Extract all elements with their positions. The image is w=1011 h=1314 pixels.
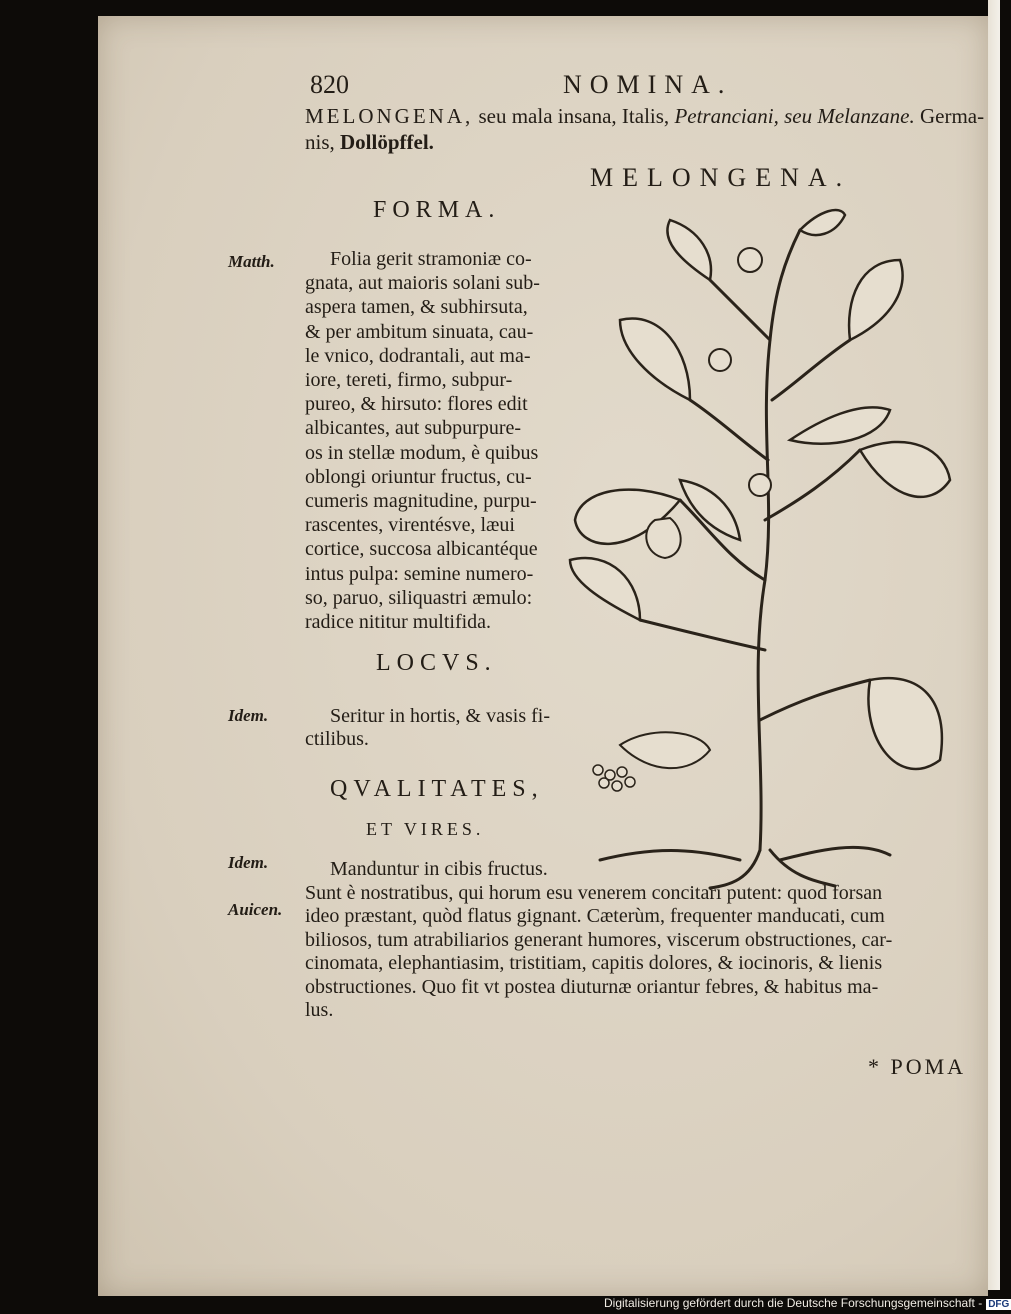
forma-line: albicantes, aut subpurpure- bbox=[305, 417, 522, 440]
forma-line: & per ambitum sinuata, cau- bbox=[305, 320, 534, 343]
qualitates-line: ideo præstant, quòd flatus gignant. Cæterùm, frequenter manducati, cum bbox=[305, 905, 885, 927]
margin-note-matth: Matth. bbox=[228, 252, 275, 271]
forma-line: aspera tamen, & subhirsuta, bbox=[305, 296, 528, 319]
qualitates-line: biliosos, tum atrabiliarios generant humores, viscerum obstructiones, car- bbox=[305, 928, 893, 951]
forma-line: gnata, aut maioris solani sub- bbox=[305, 272, 540, 295]
names-germanis: Germa- bbox=[914, 104, 985, 128]
qualitates-subheading: ET VIRES. bbox=[366, 819, 485, 839]
forma-line: cortice, succosa albicantéque bbox=[305, 538, 538, 561]
locus-line: Seritur in hortis, & vasis fi- bbox=[330, 705, 550, 727]
figure-title: MELONGENA. bbox=[590, 163, 852, 192]
qualitates-line: Manduntur in cibis fructus. bbox=[330, 858, 548, 880]
digitization-credit bbox=[604, 1296, 1011, 1310]
names-italis: seu mala insana, Italis, bbox=[473, 104, 675, 128]
names-line-2 bbox=[305, 130, 434, 155]
names-german: Dollöpffel. bbox=[340, 130, 434, 154]
margin-note-idem-2: Idem. bbox=[228, 853, 269, 872]
forma-line: iore, tereti, firmo, subpur- bbox=[305, 369, 513, 391]
qualitates-line: cinomata, elephantiasim, tristitiam, capitis dolores, & iocinoris, & lienis bbox=[305, 952, 883, 974]
forma-line: so, paruo, siliquastri æmulo: bbox=[305, 586, 533, 609]
forma-line: cumeris magnitudine, purpu- bbox=[305, 490, 537, 512]
qualitates-heading: QVALITATES, bbox=[330, 776, 544, 802]
forma-line: pureo, & hirsuto: flores edit bbox=[305, 393, 528, 416]
locus-heading: LOCVS. bbox=[376, 650, 497, 676]
running-title: NOMINA. bbox=[563, 70, 733, 99]
qualitates-line: lus. bbox=[305, 999, 334, 1021]
forma-line: radice nititur multifida. bbox=[305, 611, 492, 633]
dfg-logo: DFG bbox=[988, 1299, 1010, 1310]
forma-line: intus pulpa: semine numero- bbox=[305, 562, 534, 585]
margin-note-idem-1: Idem. bbox=[228, 706, 269, 725]
locus-line: ctilibus. bbox=[305, 728, 369, 750]
forma-line: le vnico, dodrantali, aut ma- bbox=[305, 344, 531, 367]
forma-line: oblongi oriuntur fructus, cu- bbox=[305, 465, 532, 488]
next-page-edge bbox=[988, 0, 1000, 1290]
melongena-woodcut-illustration bbox=[560, 200, 960, 890]
forma-heading: FORMA. bbox=[373, 197, 501, 223]
qualitates-line: obstructiones. Quo fit vt postea diuturnæ oriantur febres, & habitus ma- bbox=[305, 975, 879, 998]
page-number: 820 bbox=[310, 70, 349, 99]
names-melongena: MELONGENA, bbox=[305, 104, 474, 128]
qualitates-line: Sunt è nostratibus, qui horum esu venerem concitari putent: quod forsan bbox=[305, 881, 883, 904]
forma-line: Folia gerit stramoniæ co- bbox=[330, 248, 532, 270]
names-nis: nis, bbox=[305, 130, 341, 154]
names-line-1 bbox=[305, 104, 984, 129]
credit-text: Digitalisierung gefördert durch die Deutsche Forschungsgemeinschaft - bbox=[604, 1296, 983, 1310]
margin-note-auicen: Auicen. bbox=[228, 900, 283, 919]
forma-line: rascentes, virentésve, læui bbox=[305, 514, 515, 537]
names-italian: Petranciani, seu Melanzane. bbox=[674, 104, 915, 128]
forma-line: os in stellæ modum, è quibus bbox=[305, 441, 539, 464]
catchword: * POMA bbox=[868, 1054, 967, 1079]
